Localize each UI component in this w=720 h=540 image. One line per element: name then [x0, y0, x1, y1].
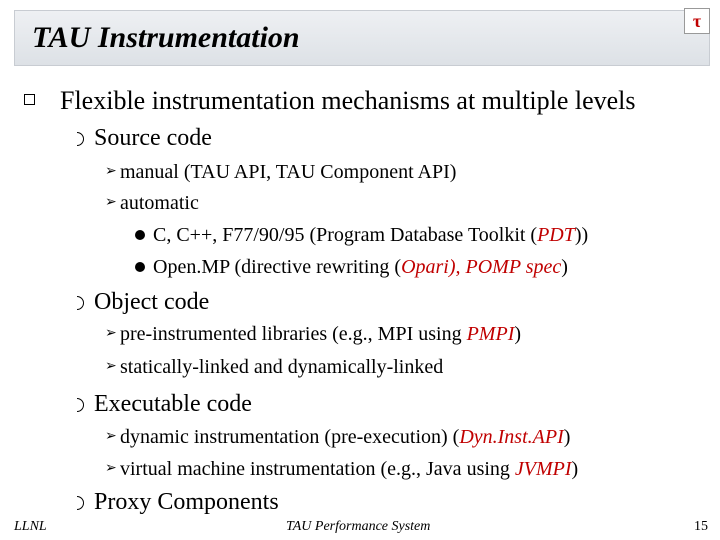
dot-bullet-icon — [135, 230, 145, 240]
jvmpi-text: JVMPI — [514, 458, 572, 480]
pdt-link-text: PDT — [537, 224, 575, 246]
half-circle-bullet-icon — [70, 132, 84, 146]
arrow-bullet-icon: ➢ — [105, 359, 117, 374]
page-number: 15 — [694, 519, 708, 534]
arrow-bullet-icon: ➢ — [105, 461, 117, 476]
section-proxy-components: Proxy Components — [94, 489, 279, 515]
text-part: )) — [574, 224, 589, 246]
footer-org: LLNL — [14, 519, 47, 534]
main-point: Flexible instrumentation mechanisms at multiple levels — [60, 86, 636, 115]
text-part: ) — [571, 458, 579, 480]
arrow-bullet-icon: ➢ — [105, 195, 117, 210]
text-part: Open.MP (directive rewriting ( — [153, 256, 402, 278]
arrow-bullet-icon: ➢ — [105, 429, 117, 444]
text-part: ) — [563, 426, 571, 448]
half-circle-bullet-icon — [70, 496, 84, 510]
item-c-languages — [153, 223, 588, 247]
arrow-bullet-icon: ➢ — [105, 326, 117, 341]
footer-title: TAU Performance System — [286, 519, 431, 534]
section-executable-code: Executable code — [94, 391, 252, 417]
opari-pomp-text: Opari), POMP spec — [401, 256, 562, 278]
text-part: dynamic instrumentation (pre-execution) ( — [120, 426, 460, 448]
square-bullet-icon — [24, 94, 35, 105]
text-part: ) — [561, 256, 568, 278]
item-preinstrumented — [120, 322, 521, 346]
item-static-linked: statically-linked and dynamically-linked — [120, 356, 444, 378]
item-dynamic-instrumentation — [120, 425, 570, 449]
dyninst-text: Dyn.Inst.API — [459, 426, 564, 448]
item-manual: manual (TAU API, TAU Component API) — [120, 161, 457, 183]
dot-bullet-icon — [135, 262, 145, 272]
text-part: virtual machine instrumentation (e.g., Java using — [120, 458, 515, 480]
text-part: C, C++, F77/90/95 (Program Database Toolkit ( — [153, 224, 538, 246]
section-object-code: Object code — [94, 289, 210, 315]
text-part: pre-instrumented libraries (e.g., MPI using — [120, 323, 467, 345]
pmpi-text: PMPI — [466, 323, 515, 345]
slide-title: TAU Instrumentation — [32, 21, 300, 54]
tau-logo-icon: τ — [684, 8, 710, 34]
half-circle-bullet-icon — [70, 398, 84, 412]
text-part: ) — [514, 323, 522, 345]
item-vm-instrumentation — [120, 457, 578, 481]
half-circle-bullet-icon — [70, 296, 84, 310]
arrow-bullet-icon: ➢ — [105, 164, 117, 179]
item-automatic: automatic — [120, 192, 199, 214]
item-openmp — [153, 255, 568, 279]
section-source-code: Source code — [94, 125, 212, 151]
